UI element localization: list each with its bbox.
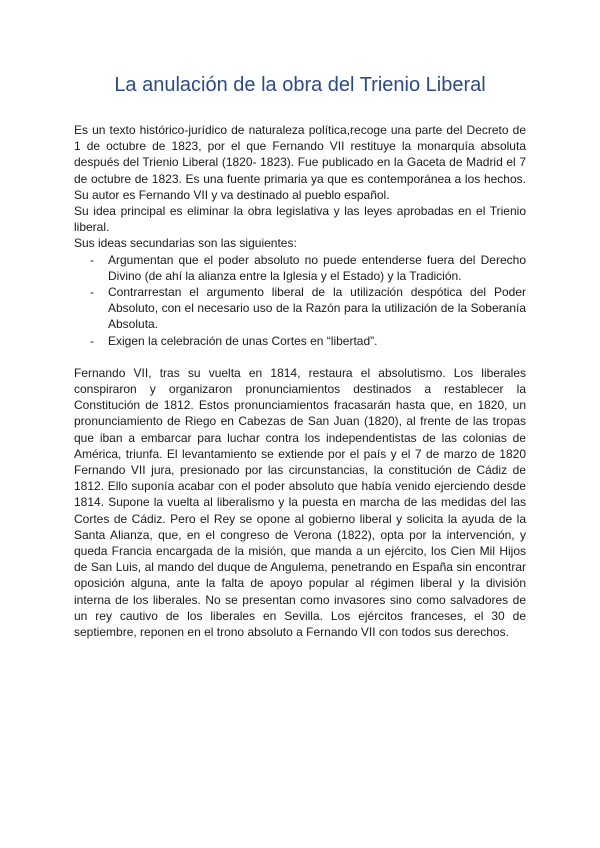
list-item-text: Argumentan que el poder absoluto no puede entenderse fuera del Derecho Divino (de ahí la alianza entre la Iglesia y el Estado) y la Tradición. bbox=[108, 252, 526, 283]
document-body bbox=[74, 122, 526, 640]
list-item bbox=[74, 284, 526, 333]
list-item-text: Exigen la celebración de unas Cortes en “libertad”. bbox=[108, 333, 378, 348]
intro-paragraph: Es un texto histórico-jurídico de naturaleza política,recoge una parte del Decreto de 1 de octubre de 1823, por el que Fernando VII restituye la monarquía absoluta después del Trienio Liberal (1820- 1823). Fue publicado en la Gaceta de Madrid el 7 de octubre de 1823. Es una fuente primaria ya que es contemporánea a los hechos. Su autor es Fernando VII y va destinado al pueblo español. bbox=[74, 123, 526, 202]
secondary-ideas-heading: Sus ideas secundarias son las siguientes: bbox=[74, 236, 297, 251]
history-paragraph: Fernando VII, tras su vuelta en 1814, restaura el absolutismo. Los liberales conspiraron y organizaron pronunciamientos destinados a restablecer la Constitución de 1812. Estos pronunciamientos fracasarán hasta que, en 1820, un pronunciamiento de Riego en Cabezas de San Juan (1820), al frente de las tropas que iban a embarcar para luchar contra los independentistas de las colonias de América, triunfa. El levantamiento se extiende por el país y el 7 de marzo de 1820 Fernando VII jura, presionado por las circunstancias, la constitución de Cádiz de 1812. Ello suponía acabar con el poder absoluto que había venido ejerciendo desde 1814. Supone la vuelta al liberalismo y la puesta en marcha de las medidas del las Cortes de Cádiz. Pero el Rey se opone al gobierno liberal y solicita la ayuda de la Santa Alianza, que, en el congreso de Verona (1822), opta por la intervención, y queda Francia encargada de la misión, que manda a un ejército, los Cien Mil Hijos de San Luis, al mando del duque de Angulema, penetrando en España sin encontrar oposición alguna, ante la falta de apoyo popular al régimen liberal y la división interna de los liberales. No se presentan como invasores sino como salvadores de un rey cautivo de los liberales en Sevilla. Los ejércitos franceses, el 30 de septiembre, reponen en el trono absoluto a Fernando VII con todos sus derechos. bbox=[74, 365, 526, 640]
list-dash: - bbox=[90, 285, 94, 300]
paragraph-spacer bbox=[74, 349, 526, 365]
list-item-text: Contrarrestan el argumento liberal de la utilización despótica del Poder Absoluto, con el necesario uso de la Razón para la utilización de la Soberanía Absoluta. bbox=[108, 285, 526, 332]
main-idea-paragraph: Su idea principal es eliminar la obra legislativa y las leyes aprobadas en el Trienio liberal. bbox=[74, 204, 526, 235]
list-dash: - bbox=[90, 252, 94, 267]
page-title: La anulación de la obra del Trienio Liberal bbox=[114, 74, 486, 96]
list-item bbox=[74, 333, 526, 349]
list-item bbox=[74, 252, 526, 284]
list-dash: - bbox=[90, 333, 94, 348]
secondary-ideas-list bbox=[74, 252, 526, 349]
